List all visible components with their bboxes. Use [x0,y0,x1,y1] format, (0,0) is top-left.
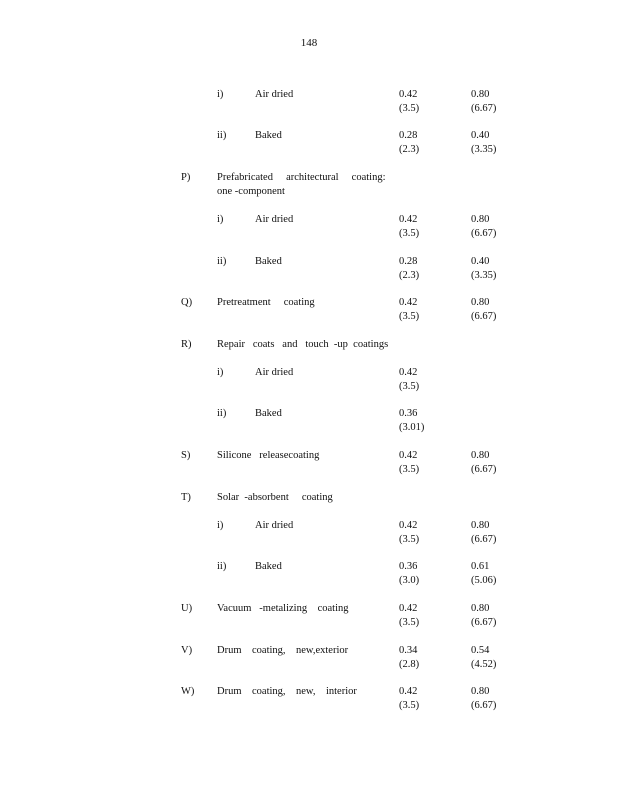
value-1-paren: (3.5) [399,700,420,711]
value-2: 0.61 [471,561,490,572]
section-letter: R) [181,339,192,350]
item-label: Air dried [255,89,294,100]
value-2-paren: (4.52) [471,659,497,670]
value-2-paren: (3.35) [471,144,497,155]
value-1-paren: (3.0) [399,575,420,586]
value-1: 0.42 [399,686,418,697]
value-1-paren: (3.5) [399,311,420,322]
section-description: Vacuum -metalizing coating [217,603,349,614]
value-1: 0.36 [399,408,418,419]
value-2-paren: (6.67) [471,617,497,628]
item-label: Baked [255,408,282,419]
value-1-paren: (3.5) [399,228,420,239]
item-label: Baked [255,561,282,572]
value-2: 0.80 [471,450,490,461]
value-1: 0.42 [399,603,418,614]
value-1: 0.42 [399,297,418,308]
page-number: 148 [300,37,318,49]
value-1: 0.28 [399,130,418,141]
section-description: Solar -absorbent coating [217,492,333,503]
section-letter: Q) [181,297,193,308]
section-description: Prefabricated architectural coating: [217,172,386,183]
value-1: 0.42 [399,367,418,378]
item-roman: i) [217,367,224,378]
item-roman: i) [217,214,224,225]
value-2: 0.80 [471,297,490,308]
value-2: 0.80 [471,89,490,100]
value-1-paren: (3.5) [399,617,420,628]
value-1-paren: (2.8) [399,659,420,670]
value-2: 0.80 [471,686,490,697]
section-letter: P) [181,172,191,183]
item-label: Baked [255,256,282,267]
value-1: 0.28 [399,256,418,267]
value-2: 0.40 [471,256,490,267]
value-2-paren: (6.67) [471,103,497,114]
section-description: Repair coats and touch -up coatings [217,339,389,350]
item-label: Air dried [255,367,294,378]
item-roman: ii) [217,256,227,267]
section-description: Drum coating, new,exterior [217,645,349,656]
value-2: 0.80 [471,603,490,614]
section-description-cont: one -component [217,186,285,197]
value-2-paren: (6.67) [471,311,497,322]
item-label: Air dried [255,214,294,225]
value-2-paren: (6.67) [471,700,497,711]
value-2-paren: (3.35) [471,270,497,281]
section-letter: T) [181,492,191,503]
value-1: 0.42 [399,89,418,100]
value-1-paren: (3.5) [399,381,420,392]
item-roman: i) [217,89,224,100]
value-1-paren: (3.5) [399,103,420,114]
section-description: Silicone releasecoating [217,450,320,461]
value-2-paren: (6.67) [471,534,497,545]
value-1: 0.42 [399,214,418,225]
value-2-paren: (5.06) [471,575,497,586]
value-2-paren: (6.67) [471,464,497,475]
value-2: 0.40 [471,130,490,141]
value-1: 0.34 [399,645,418,656]
section-description: Drum coating, new, interior [217,686,357,697]
value-1-paren: (2.3) [399,144,420,155]
section-description: Pretreatment coating [217,297,315,308]
item-roman: ii) [217,130,227,141]
item-roman: ii) [217,408,227,419]
value-2: 0.54 [471,645,490,656]
value-1: 0.42 [399,520,418,531]
value-1-paren: (3.5) [399,534,420,545]
value-2-paren: (6.67) [471,228,497,239]
value-2: 0.80 [471,520,490,531]
item-label: Air dried [255,520,294,531]
value-1-paren: (2.3) [399,270,420,281]
value-1-paren: (3.5) [399,464,420,475]
section-letter: W) [181,686,195,697]
section-letter: V) [181,645,193,656]
value-2: 0.80 [471,214,490,225]
item-roman: i) [217,520,224,531]
section-letter: U) [181,603,193,614]
value-1: 0.36 [399,561,418,572]
item-label: Baked [255,130,282,141]
section-letter: S) [181,450,191,461]
value-1: 0.42 [399,450,418,461]
value-1-paren: (3.01) [399,422,425,433]
item-roman: ii) [217,561,227,572]
